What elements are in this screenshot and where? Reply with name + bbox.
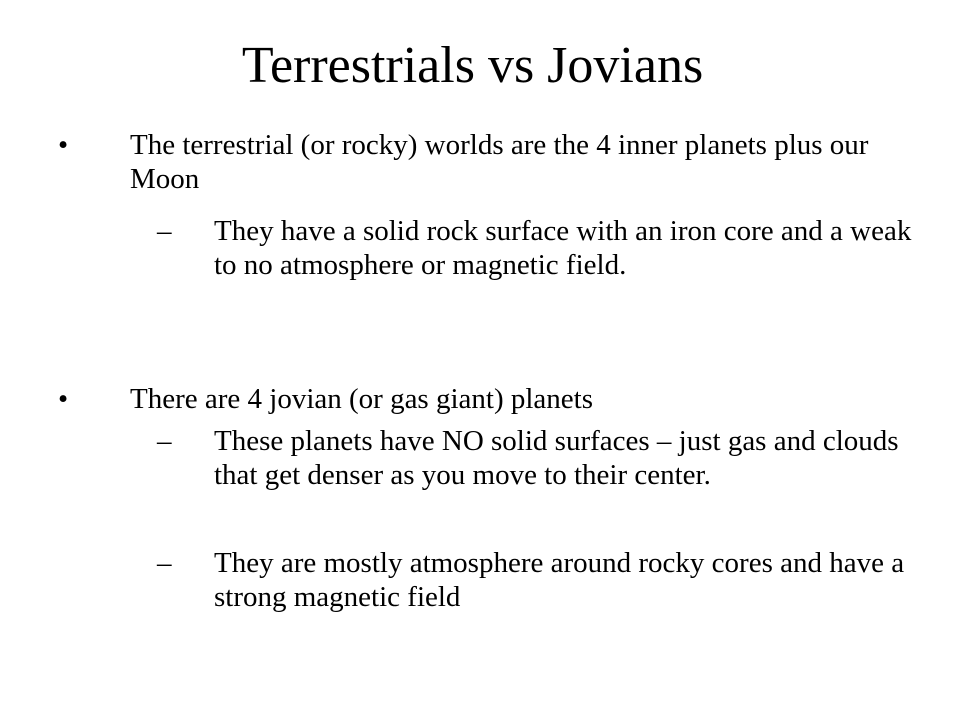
sub-bullet-text: They have a solid rock surface with an iron core and a weak to no atmosphere or magnetic field. <box>214 215 912 281</box>
sub-bullet-marker: – <box>157 215 172 247</box>
bullet-marker: • <box>58 129 69 161</box>
sub-bullet-item <box>0 214 960 324</box>
sub-bullet-marker: – <box>157 547 172 579</box>
sub-bullet-marker: – <box>157 425 172 457</box>
sub-bullet-text: They are mostly atmosphere around rocky cores and have a strong magnetic field <box>214 547 905 613</box>
bullet-item <box>0 128 960 198</box>
bullet-text: The terrestrial (or rocky) worlds are the 4 inner planets plus our Moon <box>130 129 869 195</box>
bullet-text: There are 4 jovian (or gas giant) planets <box>130 383 594 415</box>
sub-bullet-item <box>0 546 960 618</box>
bullet-item <box>0 382 960 422</box>
sub-bullet-item <box>0 424 960 534</box>
sub-bullet-text: These planets have NO solid surfaces – just gas and clouds that get denser as you move to their center. <box>214 425 899 491</box>
bullet-marker: • <box>58 383 69 415</box>
slide-title: Terrestrials vs Jovians <box>241 37 704 94</box>
